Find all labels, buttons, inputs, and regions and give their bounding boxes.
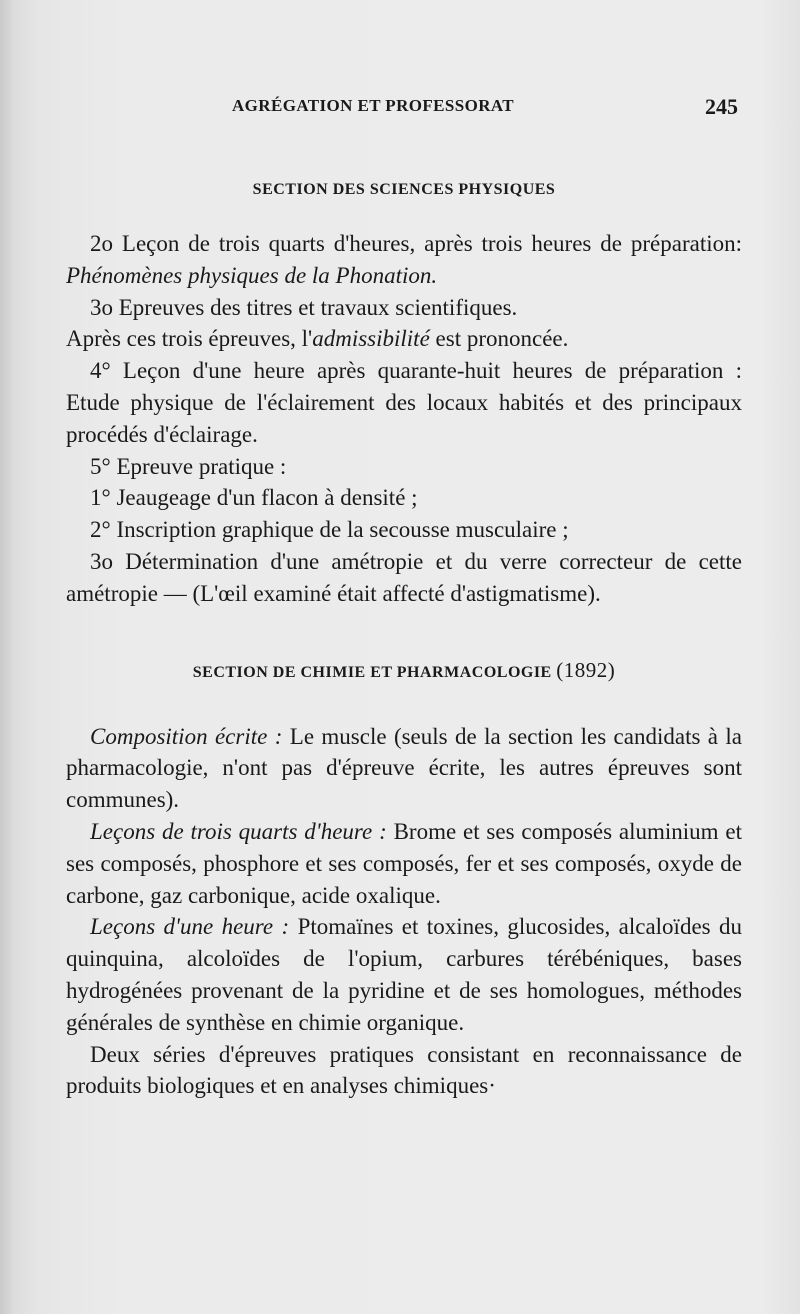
paragraph-lecon-eclairage: 4° Leçon d'une heure après quarante-huit heures de préparation : Etude physique de l'éclairement des locaux habités et des principaux procédés d'éclairage. [66,358,742,447]
admissibilite-tail: est prononcée. [429,326,569,352]
lecon-phonation-title: Phénomènes physiques de la Phonation. [66,262,438,288]
paragraph-lecons-trois-quarts [66,816,742,911]
lecons-une-heure-text: Ptomaïnes et toxines, glucosides, alcaloïdes du quinquina, alcoloïdes de l'opium, carbures térébéniques, bases hydrogénées provenant de la pyridine et de ses homologues, méthodes générales de synthèse en chimie organique. [66,914,742,1035]
paragraph-epreuve-pratique: 5° Epreuve pratique : [90,453,287,479]
list-item-jeaugeage: 1° Jeaugeage d'un flacon à densité ; [90,485,418,511]
composition-ecrite-text: Le muscle (seuls de la section les candidats à la pharmacologie, n'ont pas d'épreuve écrite, les autres épreuves sont communes). [66,723,743,813]
composition-ecrite-label: Composition écrite : [90,723,283,749]
running-title: AGRÉGATION ET PROFESSORAT [232,96,515,115]
section-heading-physique: SECTION DES SCIENCES PHYSIQUES [252,181,556,198]
admissibilite-term: admissibilité [312,326,430,352]
admissibilite-lead: Après ces trois épreuves, l' [66,326,313,352]
lecon-phonation-lead: 2o Leçon de trois quarts d'heures, après trois heures de préparation: [90,231,742,256]
paragraph-admissibilite [66,323,742,355]
list-item-ametropie: 3o Détermination d'une amétropie et du verre correcteur de cette amétropie — (L'œil examiné était affecté d'astigmatisme). [66,548,742,606]
paragraph-composition-ecrite [66,721,742,816]
lecons-une-heure-label: Leçons d'une heure : [90,914,290,940]
lecons-trois-quarts-text: Brome et ses composés aluminium et ses composés, phosphore et ses composés, fer et ses composés, oxyde de carbone, gaz carbonique, acide oxalique. [66,818,742,908]
paragraph-titres-travaux: 3o Epreuves des titres et travaux scientifiques. [90,294,518,320]
list-item-inscription-graphique: 2° Inscription graphique de la secousse musculaire ; [90,517,569,543]
paragraph-lecons-une-heure [66,911,742,1038]
paragraph-lecon-phonation [66,228,742,292]
lecons-trois-quarts-label: Leçons de trois quarts d'heure : [90,818,387,844]
section-heading-chimie [66,610,742,721]
section-heading-chimie-year: (1892) [556,657,616,682]
page-number: 245 [705,94,738,119]
paragraph-deux-series: Deux séries d'épreuves pratiques consistant en reconnaissance de produits biologiques et en analyses chimiques· [66,1041,742,1099]
page-header [232,96,738,124]
page-body [66,178,742,1102]
section-heading-chimie-title: SECTION DE CHIMIE ET PHARMACOLOGIE [192,663,552,681]
